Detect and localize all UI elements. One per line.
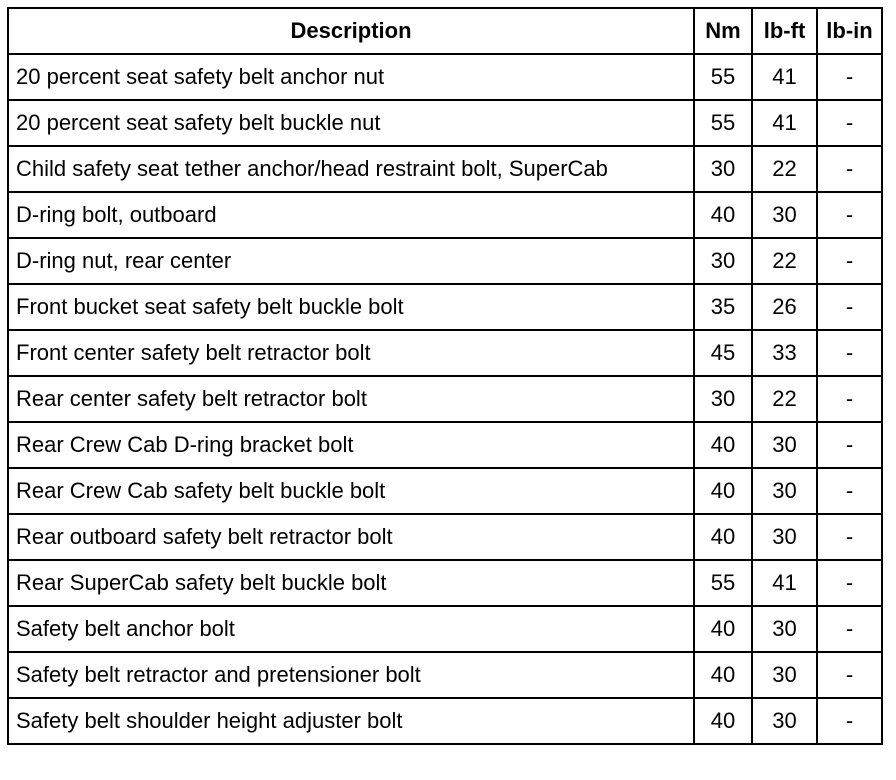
column-header-lbft: lb-ft <box>752 8 817 54</box>
cell-description: Rear outboard safety belt retractor bolt <box>8 514 694 560</box>
cell-nm: 40 <box>694 514 752 560</box>
cell-lbin: - <box>817 192 882 238</box>
cell-lbin: - <box>817 606 882 652</box>
table-row <box>8 192 882 238</box>
table-row <box>8 100 882 146</box>
cell-lbin: - <box>817 468 882 514</box>
cell-lbin: - <box>817 238 882 284</box>
cell-nm: 35 <box>694 284 752 330</box>
cell-lbft: 30 <box>752 606 817 652</box>
cell-lbin: - <box>817 54 882 100</box>
cell-description: Child safety seat tether anchor/head restraint bolt, SuperCab <box>8 146 694 192</box>
cell-lbft: 30 <box>752 698 817 744</box>
cell-nm: 55 <box>694 54 752 100</box>
cell-nm: 40 <box>694 606 752 652</box>
cell-nm: 30 <box>694 146 752 192</box>
cell-nm: 40 <box>694 652 752 698</box>
cell-description: Rear center safety belt retractor bolt <box>8 376 694 422</box>
table-row <box>8 606 882 652</box>
cell-lbin: - <box>817 376 882 422</box>
cell-lbft: 30 <box>752 192 817 238</box>
table-row <box>8 146 882 192</box>
cell-description: D-ring bolt, outboard <box>8 192 694 238</box>
cell-nm: 40 <box>694 422 752 468</box>
table-row <box>8 652 882 698</box>
cell-description: Front bucket seat safety belt buckle bolt <box>8 284 694 330</box>
table-row <box>8 376 882 422</box>
cell-nm: 40 <box>694 468 752 514</box>
cell-nm: 55 <box>694 560 752 606</box>
table-row <box>8 560 882 606</box>
cell-description: Safety belt anchor bolt <box>8 606 694 652</box>
cell-description: Safety belt retractor and pretensioner bolt <box>8 652 694 698</box>
column-header-description: Description <box>8 8 694 54</box>
table-row <box>8 54 882 100</box>
cell-lbin: - <box>817 652 882 698</box>
cell-nm: 55 <box>694 100 752 146</box>
cell-lbft: 30 <box>752 468 817 514</box>
cell-lbft: 22 <box>752 238 817 284</box>
table-row <box>8 698 882 744</box>
table-row <box>8 330 882 376</box>
header-row <box>8 8 882 54</box>
cell-description: Rear Crew Cab safety belt buckle bolt <box>8 468 694 514</box>
torque-spec-table <box>7 7 883 745</box>
cell-lbft: 33 <box>752 330 817 376</box>
table-row <box>8 514 882 560</box>
cell-lbin: - <box>817 422 882 468</box>
cell-lbft: 30 <box>752 652 817 698</box>
cell-lbin: - <box>817 284 882 330</box>
cell-lbft: 22 <box>752 146 817 192</box>
cell-lbin: - <box>817 514 882 560</box>
cell-lbft: 41 <box>752 54 817 100</box>
cell-lbft: 30 <box>752 514 817 560</box>
cell-lbft: 26 <box>752 284 817 330</box>
table-row <box>8 284 882 330</box>
cell-description: Front center safety belt retractor bolt <box>8 330 694 376</box>
table-header <box>8 8 882 54</box>
cell-lbin: - <box>817 100 882 146</box>
cell-nm: 30 <box>694 376 752 422</box>
cell-lbin: - <box>817 560 882 606</box>
cell-description: Rear Crew Cab D-ring bracket bolt <box>8 422 694 468</box>
cell-nm: 40 <box>694 192 752 238</box>
cell-lbft: 22 <box>752 376 817 422</box>
cell-description: Rear SuperCab safety belt buckle bolt <box>8 560 694 606</box>
cell-lbft: 41 <box>752 100 817 146</box>
cell-description: 20 percent seat safety belt buckle nut <box>8 100 694 146</box>
cell-nm: 30 <box>694 238 752 284</box>
cell-lbin: - <box>817 330 882 376</box>
cell-nm: 45 <box>694 330 752 376</box>
cell-lbin: - <box>817 698 882 744</box>
cell-lbin: - <box>817 146 882 192</box>
table-body <box>8 54 882 744</box>
column-header-lbin: lb-in <box>817 8 882 54</box>
cell-nm: 40 <box>694 698 752 744</box>
column-header-nm: Nm <box>694 8 752 54</box>
cell-description: 20 percent seat safety belt anchor nut <box>8 54 694 100</box>
cell-description: Safety belt shoulder height adjuster bolt <box>8 698 694 744</box>
table-row <box>8 422 882 468</box>
cell-lbft: 30 <box>752 422 817 468</box>
cell-lbft: 41 <box>752 560 817 606</box>
table-row <box>8 468 882 514</box>
cell-description: D-ring nut, rear center <box>8 238 694 284</box>
table-row <box>8 238 882 284</box>
